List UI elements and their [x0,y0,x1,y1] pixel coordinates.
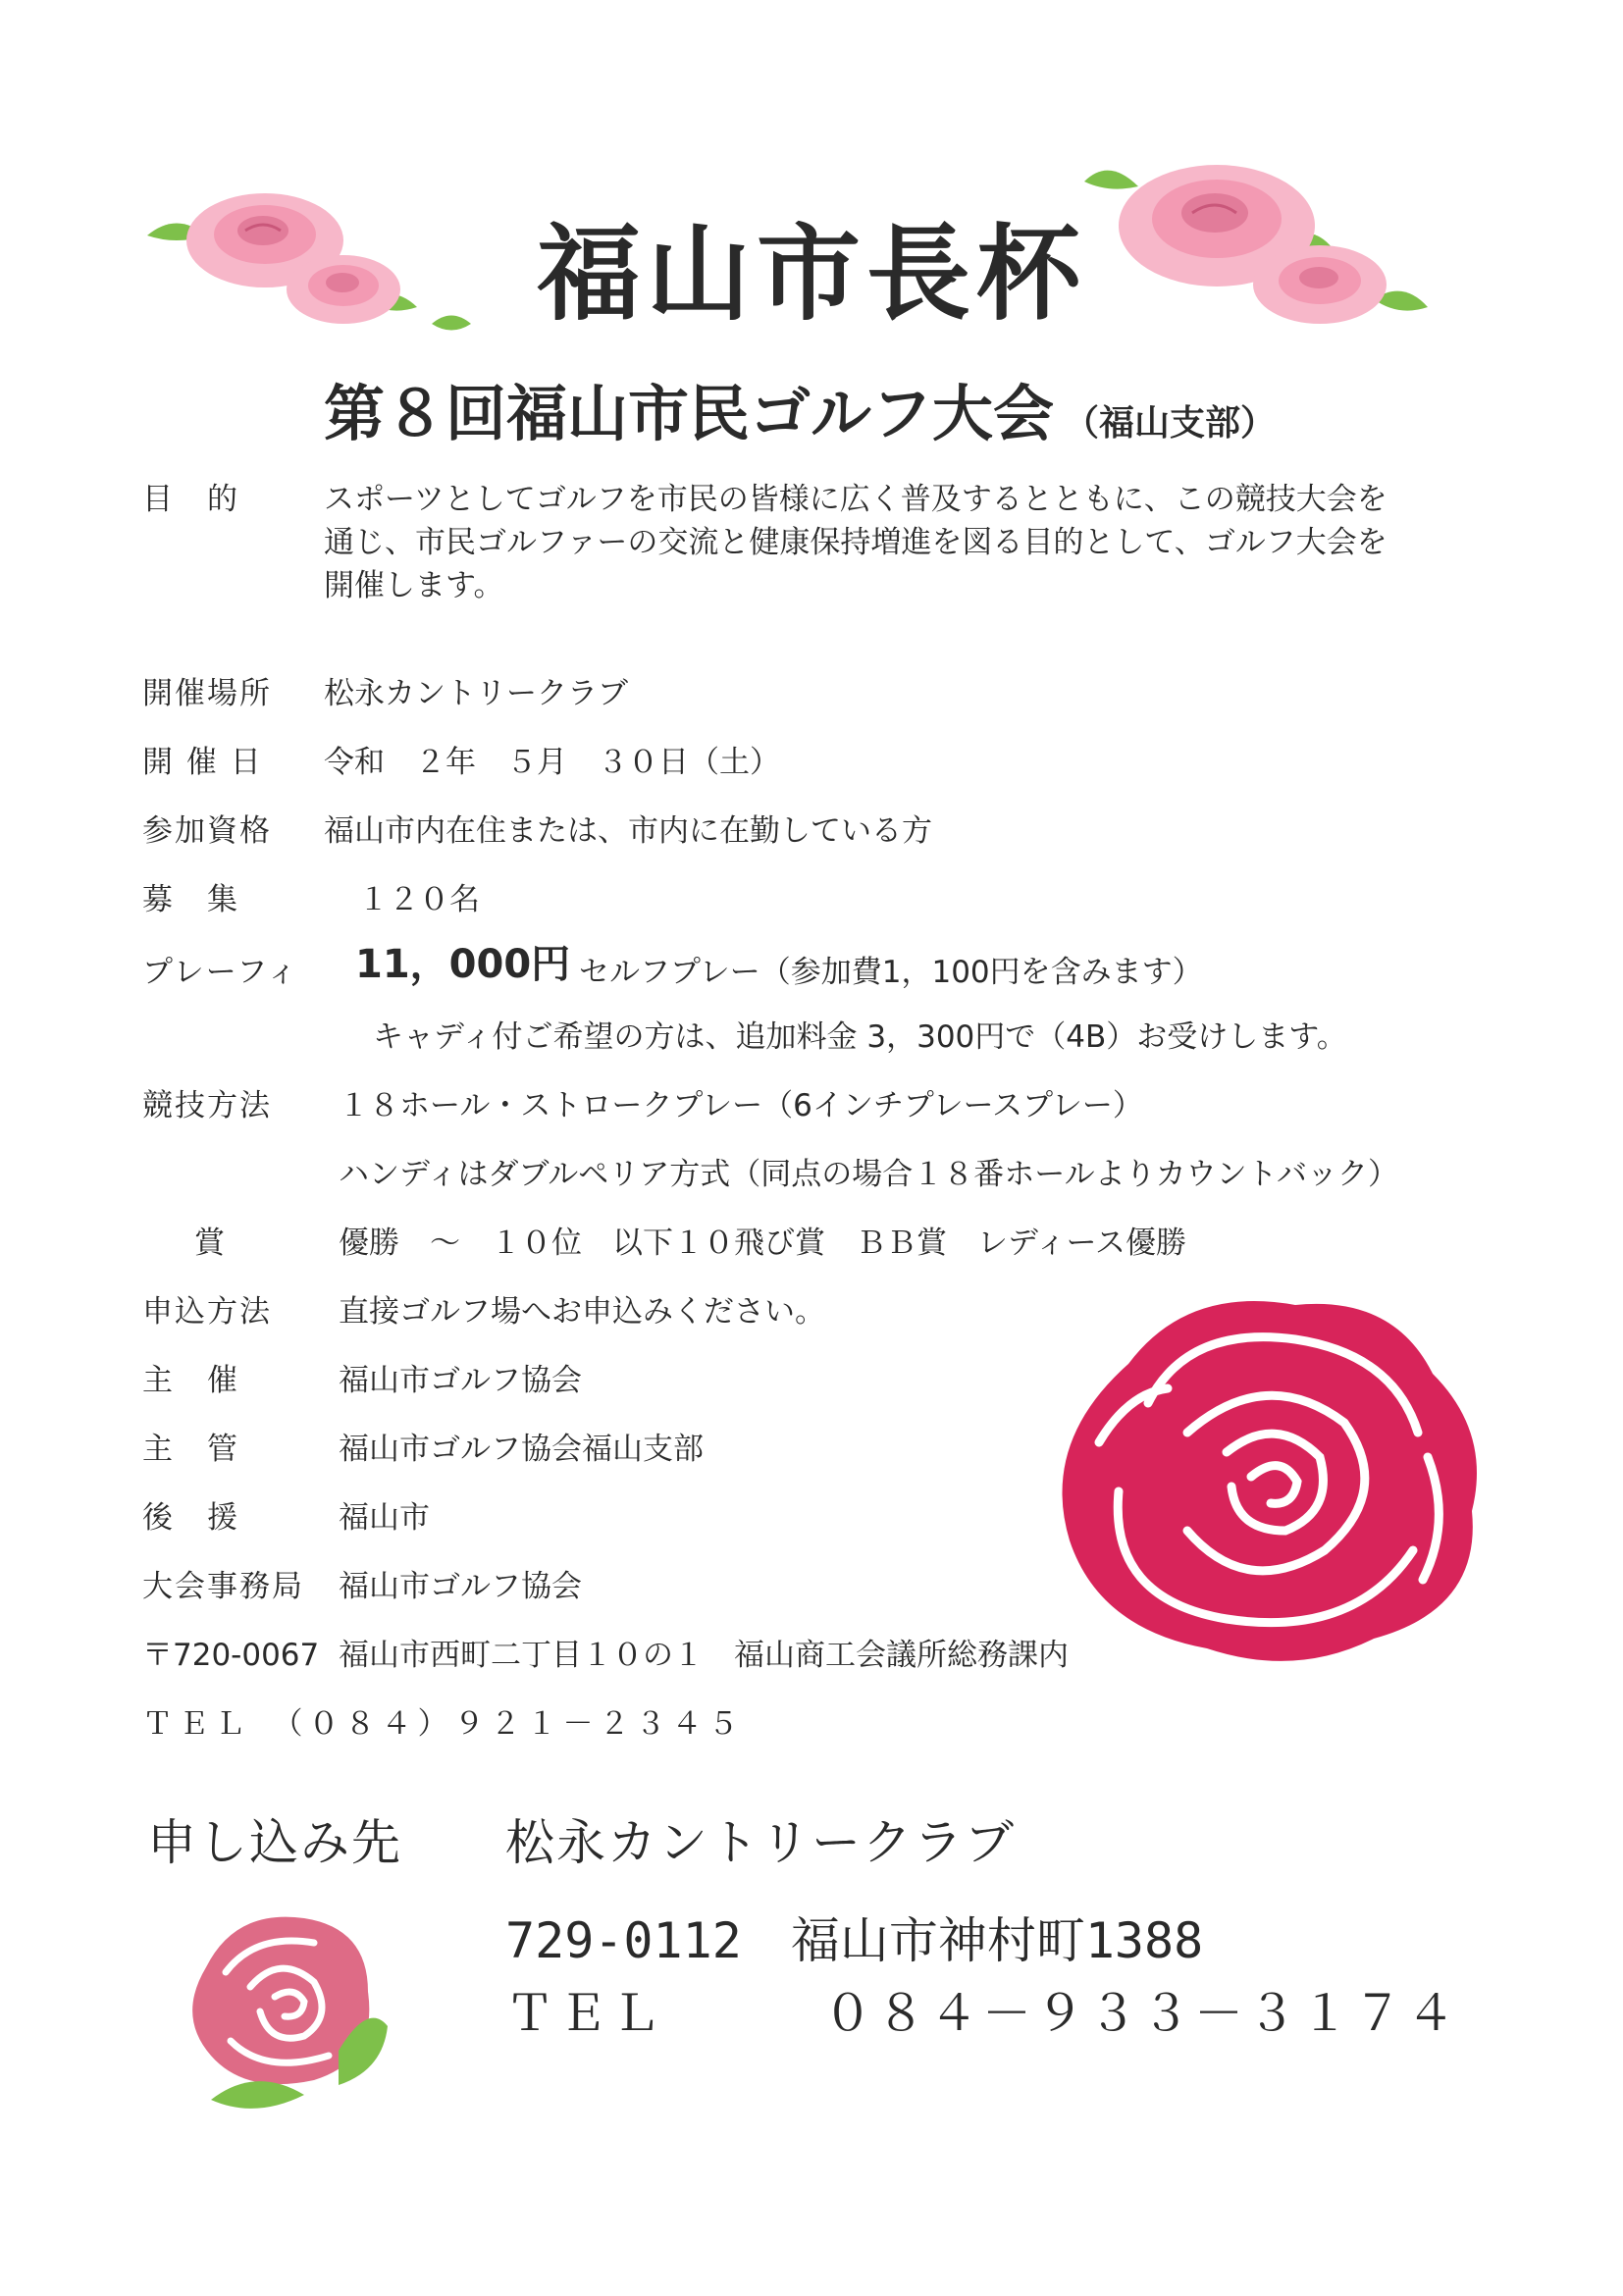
date-value: 令和 ２年 ５月 ３０日（土） [324,745,780,780]
purpose-line-2: 通じ、市民ゴルファーの交流と健康保持増進を図る目的として、ゴルフ大会を [324,525,1387,560]
fee-amount [355,944,570,988]
office-label: 大会事務局 [142,1569,304,1604]
recruit-label: 募 集 [142,882,239,917]
venue-value: 松永カントリークラブ [324,676,628,711]
organizer-value: 福山市ゴルフ協会 [339,1363,582,1398]
office-tel: ＴＥＬ （０８４）９２１－２３４５ [142,1706,745,1742]
fee-amount-text: 11，000円 [355,942,571,987]
office-address-value: 福山市西町二丁目１０の１ 福山商工会議所総務課内 [339,1638,1069,1673]
organizer-label: 主 催 [142,1363,239,1398]
format-line-2: ハンディはダブルペリア方式（同点の場合１８番ホールよりカウントバック） [339,1157,1399,1192]
supporter-label: 後 援 [142,1500,239,1536]
purpose-line-1: スポーツとしてゴルフを市民の皆様に広く普及するとともに、この競技大会を [324,482,1387,517]
main-title: 福山市長杯 [537,214,1086,335]
eligibility-label: 参加資格 [142,813,272,849]
purpose-label: 目 的 [142,482,239,517]
office-postal-code: 〒720-0067 [142,1638,320,1673]
supporter-value: 福山市 [339,1500,430,1536]
recruit-value: １２０名 [358,882,480,917]
prize-value: 優勝 ～ １０位 以下１０飛び賞 ＢＢ賞 レディース優勝 [339,1226,1186,1261]
prize-label: 賞 [194,1226,227,1261]
manager-value: 福山市ゴルフ協会福山支部 [339,1432,704,1467]
fee-label: プレーフィ [142,955,299,990]
purpose-line-3: 開催します。 [324,568,504,603]
fee-caddie: キャディ付ご希望の方は、追加料金 3，300円で（4B）お受けします。 [373,1019,1347,1055]
apply-to-address: 729-0112 福山市神村町1388 [505,1912,1204,1969]
format-line-1: １８ホール・ストロークプレー（6インチプレースプレー） [339,1088,1143,1123]
office-value: 福山市ゴルフ協会 [339,1569,582,1604]
subtitle-branch: （福山支部） [1064,403,1277,444]
subtitle [324,365,1276,452]
application-value: 直接ゴルフ場へお申込みください。 [339,1294,825,1330]
apply-to-name: 松永カントリークラブ [505,1814,1016,1871]
application-label: 申込方法 [142,1294,272,1330]
date-label: 開 催 日 [142,745,263,780]
fee-note: セルフプレー（参加費1，100円を含みます） [579,955,1203,990]
subtitle-main: 第８回福山市民ゴルフ大会 [324,378,1055,449]
red-rose-icon [1040,1285,1482,1668]
format-label: 競技方法 [142,1088,272,1123]
apply-to-label: 申し込み先 [147,1814,402,1871]
manager-label: 主 管 [142,1432,239,1467]
eligibility-value: 福山市内在住または、市内に在勤している方 [324,813,932,849]
watercolor-rose-icon [157,1899,402,2134]
venue-label: 開催場所 [142,676,272,711]
apply-to-tel: ＴＥＬ ０８４－９３３－３１７４ [505,1985,1459,2042]
